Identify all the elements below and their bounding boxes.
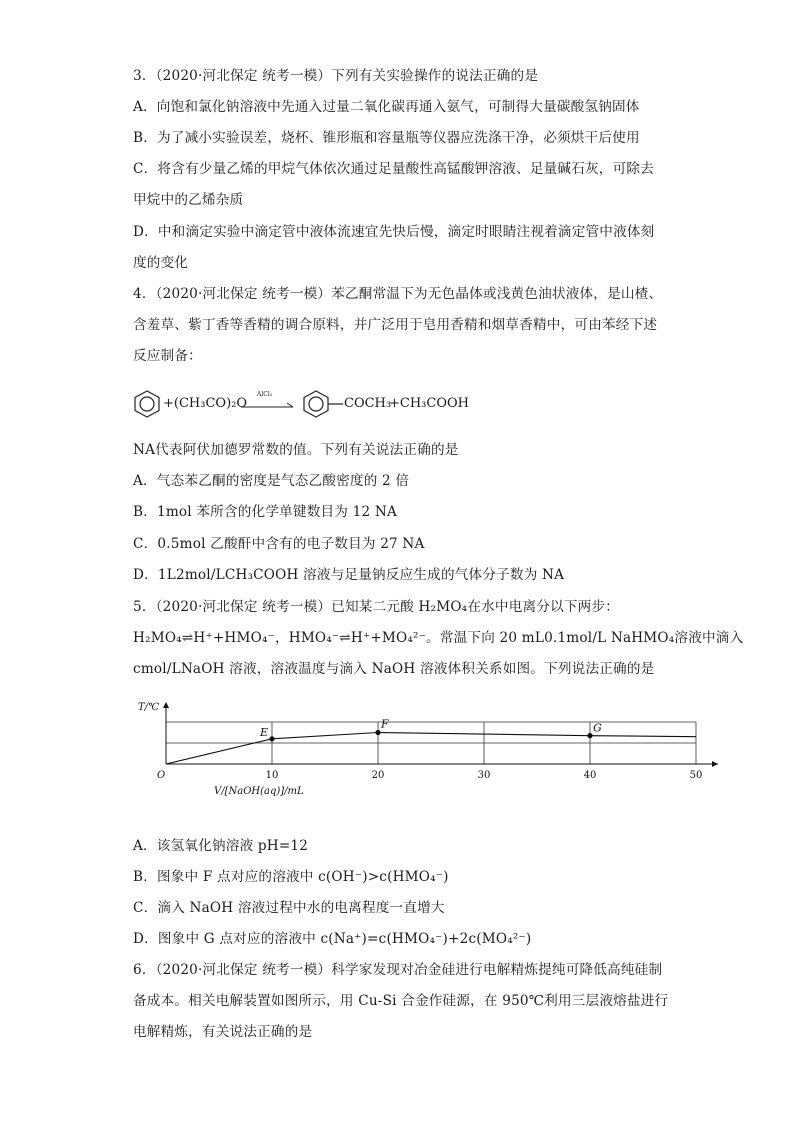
equation-byproduct: +CH₃COOH (389, 396, 469, 411)
q4-stem-line3: 反应制备： (133, 348, 202, 364)
q6-stem-line1: 6．（2020·河北保定 统考一模）科学家发现对冶金硅进行电解精炼提纯可降低高纯硅制 (133, 962, 663, 978)
x-tick-label: 20 (371, 770, 385, 781)
reaction-arrow-icon (241, 403, 293, 407)
point-label-E: E (260, 725, 269, 739)
q4-na-line: NA代表阿伏加德罗常数的值。下列有关说法正确的是 (133, 442, 459, 458)
y-axis-arrow-icon (163, 702, 169, 708)
x-tick-label: 10 (265, 770, 279, 781)
q5-option-c: C．滴入 NaOH 溶液过程中水的电离程度一直增大 (133, 900, 445, 916)
equation-product-group: COCH₃ (344, 396, 392, 411)
q5-option-a: A．该氢氧化钠溶液 pH=12 (133, 838, 309, 854)
series-line (166, 733, 696, 765)
q5-option-b: B．图象中 F 点对应的溶液中 c(OH⁻)>c(HMO₄⁻) (133, 869, 449, 885)
data-point-F (375, 730, 380, 735)
q4-stem-line2: 含羞草、紫丁香等香精的调合原料，并广泛用于皂用香精和烟草香精中，可由苯经下述 (133, 317, 658, 333)
point-label-G: G (593, 721, 602, 735)
q5-stem-line1: 5．（2020·河北保定 统考一模）已知某二元酸 H₂MO₄在水中电离分以下两步： (133, 599, 620, 615)
q5-stem-line2: H₂MO₄⇌H⁺+HMO₄⁻，HMO₄⁻⇌H⁺+MO₄²⁻。常温下向 20 mL0.1mol/L NaHMO₄溶液中滴入 (133, 630, 744, 646)
equation-catalyst: AlCl₃ (257, 391, 273, 398)
temperature-volume-chart (136, 698, 703, 818)
q4-option-a: A．气态苯乙酮的密度是气态乙酸密度的 2 倍 (133, 473, 410, 489)
q3-option-d-line1: D．中和滴定实验中滴定管中液体流速宜先快后慢，滴定时眼睛注视着滴定管中液体刻 (133, 224, 655, 240)
x-axis-arrow-icon (712, 761, 718, 767)
benzene-ring-product-icon (304, 391, 343, 417)
q3-option-c-line1: C．将含有少量乙烯的甲烷气体依次通过足量酸性高锰酸钾溶液、足量碱石灰，可除去 (133, 161, 654, 177)
benzene-ring-icon (135, 391, 159, 417)
q5-stem-line3: cmol/LNaOH 溶液，溶液温度与滴入 NaOH 溶液体积关系如图。下列说法正确的是 (133, 661, 655, 677)
q3-option-c-line2: 甲烷中的乙烯杂质 (133, 192, 244, 208)
origin-label: O (157, 770, 166, 781)
q3-option-b: B．为了减小实验误差，烧杯、锥形瓶和容量瓶等仪器应洗涤干净，必须烘干后使用 (133, 130, 640, 146)
chart-svg (136, 698, 703, 818)
x-axis-label: V/[NaOH(aq)]/mL (214, 786, 304, 797)
q4-option-d: D．1L2mol/LCH₃COOH 溶液与足量钠反应生成的气体分子数为 NA (133, 567, 565, 583)
reaction-equation (133, 388, 493, 422)
q3-option-d-line2: 度的变化 (133, 255, 189, 271)
q4-option-b: B．1mol 苯所含的化学单键数目为 12 NA (133, 504, 397, 520)
q6-stem-line2: 备成本。相关电解装置如图所示，用 Cu-Si 合金作硅源，在 950℃利用三层液熔盐进行 (133, 993, 669, 1009)
x-tick-label: 30 (477, 770, 491, 781)
y-axis-label: T/℃ (138, 702, 160, 713)
data-point-E (269, 736, 274, 741)
equation-reagent: +(CH₃CO)₂O (163, 396, 248, 411)
point-label-F: F (381, 717, 389, 731)
q5-option-d: D．图象中 G 点对应的溶液中 c(Na⁺)=c(HMO₄⁻)+2c(MO₄²⁻) (133, 931, 532, 947)
q3-stem: 3．（2020·河北保定 统考一模）下列有关实验操作的说法正确的是 (133, 68, 539, 84)
q6-stem-line3: 电解精炼，有关说法正确的是 (133, 1024, 313, 1040)
x-tick-label: 40 (583, 770, 597, 781)
x-tick-label: 50 (689, 770, 703, 781)
data-point-G (587, 733, 592, 738)
q3-option-a: A．向饱和氯化钠溶液中先通入过量二氧化碳再通入氨气，可制得大量碳酸氢钠固体 (133, 99, 640, 115)
q4-option-c: C．0.5mol 乙酸酐中含有的电子数目为 27 NA (133, 536, 425, 552)
q4-stem-line1: 4．（2020·河北保定 统考一模）苯乙酮常温下为无色晶体或浅黄色油状液体，是山楂、 (133, 286, 663, 302)
